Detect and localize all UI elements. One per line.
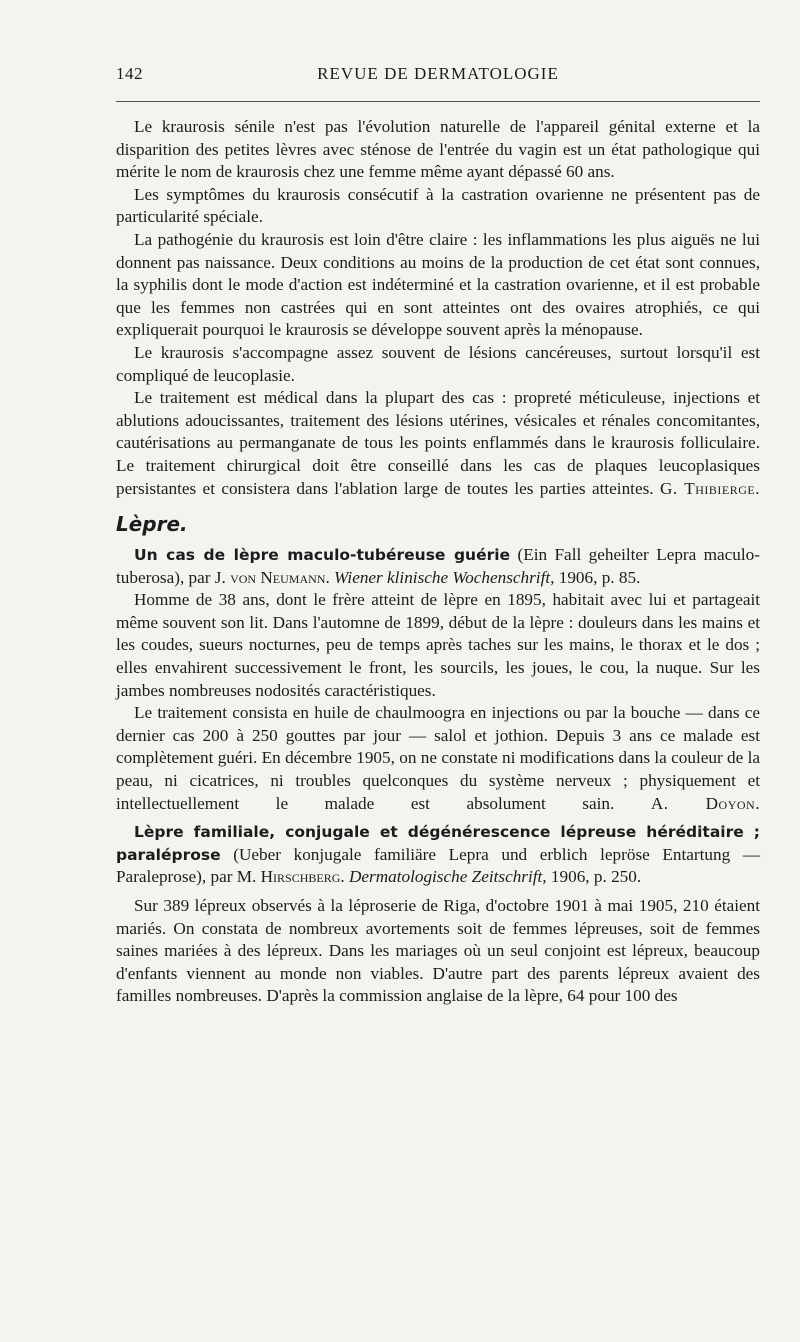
paragraph: Le kraurosis s'accompagne assez souvent de lésions cancéreuses, surtout lorsqu'il est compliqué de leucoplasie. <box>116 342 760 385</box>
entry-text: 1906, p. 250. <box>546 867 642 887</box>
bibliographic-entry <box>116 821 760 889</box>
paragraph-text: Le traitement est médical dans la plupart des cas : propreté méticuleuse, injections et ablutions adoucissantes, traitement des lésions utérines, vésicales et rénales concomitantes, cautérisations au permanganate de tous les points enflammés dans le kraurosis folliculaire. Le traitement chirurgical doit être conseillé dans les cas de plaques leucoplasiques persistantes et consistera dans l'ablation large de toutes les parties atteintes. <box>116 388 760 498</box>
paragraph <box>116 702 760 815</box>
entry-text: (Ueber konjugale familiäre Lepra und erblich lepröse Entartung — Paraleprose), par M. <box>116 844 760 887</box>
header-rule <box>116 101 760 102</box>
bibliographic-entry <box>116 544 760 589</box>
article-body <box>116 116 760 1008</box>
signature: G. Thibierge. <box>659 478 760 498</box>
entry-author: von Neumann. <box>230 567 330 587</box>
paragraph: La pathogénie du kraurosis est loin d'être claire : les inflammations les plus aiguës ne lui donnent pas naissance. Deux conditions au moins de la production de cet état sont connues, la syphilis dont le mode d'action est indéterminé et la castration ovarienne, et il est probable que les femmes non castrées qui en sont atteintes ont des ovaires atrophiés, ce qui expliquerait pourquoi le kraurosis se développe souvent après la ménopause. <box>116 229 760 340</box>
entry-title: Lèpre familiale, conjugale et dégénérescence lépreuse héréditaire ; paraléprose <box>116 823 760 864</box>
entry-journal: Wiener klinische Wochenschrift, <box>334 567 555 587</box>
signature: A. Doyon. <box>650 793 760 813</box>
journal-title: REVUE DE DERMATOLOGIE <box>317 64 559 83</box>
entry-author: Hirschberg. <box>260 867 345 887</box>
page-number: 142 <box>116 64 143 83</box>
entry-text: 1906, p. 85. <box>554 567 641 587</box>
section-heading: Lèpre. <box>116 512 188 537</box>
paragraph-text: Le traitement consista en huile de chaulmoogra en injections ou par la bouche — dans ce dernier cas 200 à 250 gouttes par jour — salol et jothion. Depuis 3 ans ce malade est complètement guéri. En décembre 1905, on ne constate ni modifications dans la couleur de la peau, ni cicatrices, ni troubles quelconques du système nerveux ; physiquement et intellectuellement le malade est absolument sain. <box>116 703 760 813</box>
entry-title: Un cas de lèpre maculo-tubéreuse guérie <box>134 546 511 565</box>
entry-journal: Dermatologische Zeitschrift, <box>348 867 547 887</box>
paragraph <box>116 387 760 500</box>
paragraph: Sur 389 lépreux observés à la léproserie de Riga, d'octobre 1901 à mai 1905, 210 étaient mariés. On constata de nombreux avortements soit de femmes lépreuses, soit de femmes saines mariées à des lépreux. Dans les mariages où un seul conjoint est lépreux, beaucoup d'enfants viennent au monde non viables. D'autre part des parents lépreux avaient des familles nombreuses. D'après la commission anglaise de la lèpre, 64 pour 100 des <box>116 896 760 1006</box>
entry-text: (Ein Fall geheilter Lepra maculo-tuberosa), par J. <box>116 545 760 587</box>
paragraph: Homme de 38 ans, dont le frère atteint de lèpre en 1895, habitait avec lui et partageait même souvent son lit. Dans l'automne de 1899, début de la lèpre : douleurs dans les mains et les coudes, sueurs nocturnes, peu de temps après taches sur les mains, le thorax et le dos ; elles envahirent successivement le front, les sourcils, les joues, le cou, la nuque. Sur les jambes nombreuses nodosités caractéristiques. <box>116 590 760 700</box>
paragraph: Les symptômes du kraurosis consécutif à la castration ovarienne ne présentent pas de particularité spéciale. <box>116 184 760 227</box>
paragraph: Le kraurosis sénile n'est pas l'évolution naturelle de l'appareil génital externe et la disparition des petites lèvres avec sténose de l'entrée du vagin est un état pathologique qui mérite le nom de kraurosis chez une femme même ayant dépassé 60 ans. <box>116 117 760 182</box>
